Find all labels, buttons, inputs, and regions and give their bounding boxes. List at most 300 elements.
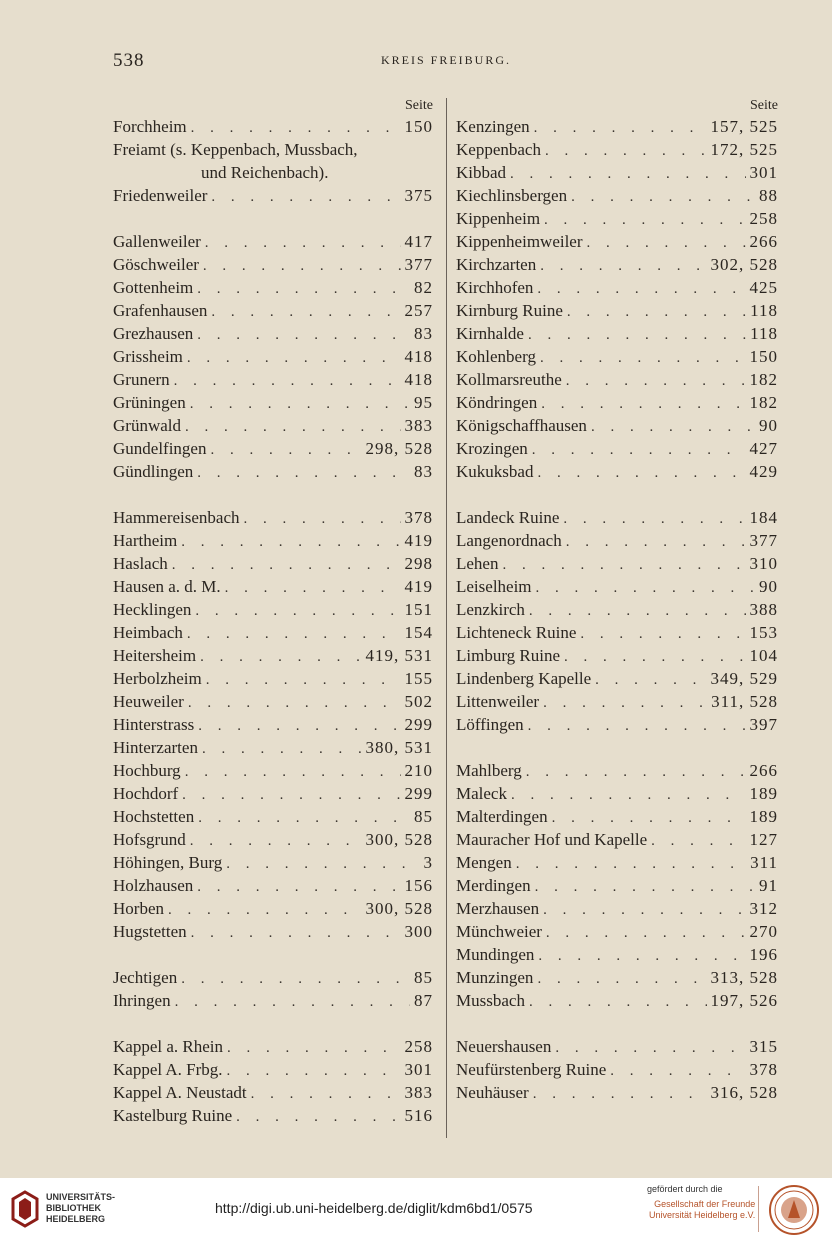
entry-name: Grafenhausen bbox=[113, 301, 208, 320]
dot-leader bbox=[532, 439, 746, 462]
index-entry bbox=[456, 851, 778, 874]
index-entry bbox=[456, 621, 778, 644]
entry-page: 302, 528 bbox=[710, 255, 778, 274]
entry-page: 182 bbox=[749, 370, 778, 389]
dot-leader bbox=[174, 370, 401, 393]
entry-page: 418 bbox=[404, 370, 433, 389]
dot-leader bbox=[545, 140, 707, 163]
entry-name: Neuhäuser bbox=[456, 1083, 529, 1102]
column-divider bbox=[446, 98, 447, 1138]
dot-leader bbox=[185, 761, 401, 784]
index-entry bbox=[113, 828, 433, 851]
entry-name: Kenzingen bbox=[456, 117, 530, 136]
index-entry bbox=[113, 598, 433, 621]
entry-page: 378 bbox=[749, 1060, 778, 1079]
entry-page: 118 bbox=[750, 301, 778, 320]
entry-page: 83 bbox=[414, 462, 433, 481]
dot-leader bbox=[511, 784, 746, 807]
dot-leader bbox=[541, 393, 745, 416]
index-entry bbox=[456, 1058, 778, 1081]
dot-leader bbox=[537, 968, 706, 991]
entry-page: 189 bbox=[749, 784, 778, 803]
dot-leader bbox=[226, 853, 419, 876]
dot-leader bbox=[529, 600, 746, 623]
entry-name: Kiechlinsbergen bbox=[456, 186, 568, 205]
entry-name: Königschaffhausen bbox=[456, 416, 587, 435]
dot-leader bbox=[206, 669, 401, 692]
entry-name: Malterdingen bbox=[456, 807, 548, 826]
entry-page: 301 bbox=[404, 1060, 433, 1079]
entry-name: Kibbad bbox=[456, 163, 507, 182]
dot-leader bbox=[172, 554, 401, 577]
dot-leader bbox=[538, 945, 745, 968]
index-entry bbox=[113, 851, 433, 874]
entry-name: Göschweiler bbox=[113, 255, 199, 274]
entry-name: Mahlberg bbox=[456, 761, 522, 780]
index-entry bbox=[113, 920, 433, 943]
entry-page: 419 bbox=[404, 531, 433, 550]
entry-name: Langenordnach bbox=[456, 531, 562, 550]
page-number: 538 bbox=[113, 50, 145, 71]
dot-leader bbox=[610, 1060, 745, 1083]
dot-leader bbox=[168, 899, 362, 922]
dot-leader bbox=[200, 646, 361, 669]
dot-leader bbox=[543, 899, 745, 922]
index-entry bbox=[456, 598, 778, 621]
entry-page: 85 bbox=[414, 968, 433, 987]
entry-name: Mengen bbox=[456, 853, 512, 872]
entry-name: Kippenheimweiler bbox=[456, 232, 583, 251]
index-entry bbox=[113, 805, 433, 828]
entry-page: 172, 525 bbox=[710, 140, 778, 159]
entry-name: Hochburg bbox=[113, 761, 181, 780]
entry-name: Kirnhalde bbox=[456, 324, 524, 343]
entry-name: Kappel a. Rhein bbox=[113, 1037, 223, 1056]
entry-page: 311 bbox=[750, 853, 778, 872]
index-entry bbox=[113, 391, 433, 414]
entry-name: Kukuksbad bbox=[456, 462, 534, 481]
dot-leader bbox=[528, 715, 746, 738]
entry-page: 196 bbox=[749, 945, 778, 964]
entry-name: Herbolzheim bbox=[113, 669, 202, 688]
left-entries bbox=[113, 115, 433, 1127]
index-entry bbox=[113, 414, 433, 437]
index-entry bbox=[456, 391, 778, 414]
index-entry bbox=[456, 713, 778, 736]
entry-name: Holzhausen bbox=[113, 876, 194, 895]
entry-page: 90 bbox=[759, 577, 778, 596]
index-entry bbox=[456, 299, 778, 322]
index-entry bbox=[113, 644, 433, 667]
dot-leader bbox=[195, 600, 400, 623]
entry-name: Lehen bbox=[456, 554, 499, 573]
group-spacer bbox=[456, 483, 778, 506]
dot-leader bbox=[544, 209, 745, 232]
dot-leader bbox=[540, 347, 746, 370]
entry-name: Kippenheim bbox=[456, 209, 541, 228]
index-entry bbox=[113, 253, 433, 276]
dot-leader bbox=[566, 531, 746, 554]
entry-page: 377 bbox=[749, 531, 778, 550]
index-entry bbox=[113, 322, 433, 345]
entry-page: 349, 529 bbox=[710, 669, 778, 688]
entry-page: 155 bbox=[404, 669, 433, 688]
entry-name: Limburg Ruine bbox=[456, 646, 561, 665]
group-spacer bbox=[113, 207, 433, 230]
index-entry bbox=[113, 575, 433, 598]
entry-name: Littenweiler bbox=[456, 692, 540, 711]
dot-leader bbox=[211, 186, 400, 209]
entry-name: Lindenberg Kapelle bbox=[456, 669, 592, 688]
entry-name: Gallenweiler bbox=[113, 232, 201, 251]
index-entry bbox=[113, 621, 433, 644]
index-entry bbox=[456, 759, 778, 782]
index-entry bbox=[456, 1035, 778, 1058]
entry-name: Freiamt (s. Keppenbach, Mussbach, bbox=[113, 140, 358, 159]
dot-leader bbox=[185, 416, 401, 439]
running-head: KREIS FREIBURG. bbox=[380, 53, 511, 67]
index-entry bbox=[456, 782, 778, 805]
index-entry bbox=[113, 874, 433, 897]
index-entry bbox=[456, 138, 778, 161]
entry-page: 90 bbox=[759, 416, 778, 435]
entry-name: Gottenheim bbox=[113, 278, 194, 297]
entry-page: 417 bbox=[404, 232, 433, 251]
entry-page: 375 bbox=[404, 186, 433, 205]
entry-page: 378 bbox=[404, 508, 433, 527]
index-entry bbox=[456, 805, 778, 828]
index-entry bbox=[456, 437, 778, 460]
index-entry bbox=[113, 529, 433, 552]
entry-page: 418 bbox=[404, 347, 433, 366]
entry-page: 83 bbox=[414, 324, 433, 343]
left-index-column bbox=[113, 97, 433, 1127]
index-entry bbox=[456, 506, 778, 529]
dot-leader bbox=[197, 462, 410, 485]
dot-leader bbox=[537, 462, 745, 485]
dot-leader bbox=[536, 577, 755, 600]
index-entry bbox=[456, 966, 778, 989]
entry-page: 182 bbox=[749, 393, 778, 412]
entry-name: Mundingen bbox=[456, 945, 535, 964]
dot-leader bbox=[529, 991, 707, 1014]
dot-leader bbox=[187, 623, 401, 646]
entry-page: 300 bbox=[404, 922, 433, 941]
dot-leader bbox=[197, 324, 410, 347]
entry-name: und Reichenbach). bbox=[201, 163, 329, 182]
entry-page: 150 bbox=[749, 347, 778, 366]
entry-name: Keppenbach bbox=[456, 140, 541, 159]
index-entry bbox=[456, 529, 778, 552]
index-entry bbox=[456, 414, 778, 437]
index-entry bbox=[456, 1081, 778, 1104]
dot-leader bbox=[516, 853, 746, 876]
entry-name: Grüningen bbox=[113, 393, 186, 412]
index-entry bbox=[113, 437, 433, 460]
entry-page: 388 bbox=[749, 600, 778, 619]
group-spacer bbox=[113, 483, 433, 506]
entry-name: Hartheim bbox=[113, 531, 178, 550]
index-entry bbox=[113, 138, 433, 161]
group-spacer bbox=[113, 943, 433, 966]
society-name: Gesellschaft der Freunde Universität Heidelberg e.V. bbox=[649, 1199, 756, 1220]
entry-name: Grissheim bbox=[113, 347, 183, 366]
index-entry bbox=[113, 299, 433, 322]
dot-leader bbox=[190, 830, 362, 853]
dot-leader bbox=[567, 301, 746, 324]
entry-page: 266 bbox=[749, 761, 778, 780]
entry-page: 377 bbox=[404, 255, 433, 274]
index-entry bbox=[113, 989, 433, 1012]
index-entry bbox=[456, 207, 778, 230]
entry-name: Heitersheim bbox=[113, 646, 197, 665]
entry-name: Kappel A. Frbg. bbox=[113, 1060, 223, 1079]
index-entry bbox=[113, 276, 433, 299]
index-entry bbox=[456, 690, 778, 713]
entry-name: Merzhausen bbox=[456, 899, 540, 918]
entry-page: 316, 528 bbox=[710, 1083, 778, 1102]
dot-leader bbox=[202, 738, 362, 761]
entry-page: 502 bbox=[404, 692, 433, 711]
dot-leader bbox=[552, 807, 746, 830]
entry-page: 516 bbox=[404, 1106, 433, 1125]
index-entry bbox=[113, 782, 433, 805]
entry-page: 312 bbox=[749, 899, 778, 918]
entry-name: Grezhausen bbox=[113, 324, 194, 343]
entry-page: 151 bbox=[404, 600, 433, 619]
dot-leader bbox=[510, 163, 745, 186]
entry-page: 210 bbox=[404, 761, 433, 780]
entry-name: Krozingen bbox=[456, 439, 528, 458]
index-entry bbox=[456, 345, 778, 368]
dot-leader bbox=[591, 416, 755, 439]
index-entry bbox=[113, 667, 433, 690]
dot-leader bbox=[571, 186, 755, 209]
entry-name: Heimbach bbox=[113, 623, 183, 642]
index-entry bbox=[113, 966, 433, 989]
entry-page: 429 bbox=[749, 462, 778, 481]
entry-page: 298 bbox=[404, 554, 433, 573]
entry-page: 299 bbox=[404, 784, 433, 803]
entry-name: Kirnburg Ruine bbox=[456, 301, 563, 320]
entry-page: 315 bbox=[749, 1037, 778, 1056]
right-entries bbox=[456, 115, 778, 1104]
dot-leader bbox=[203, 255, 401, 278]
entry-name: Neufürstenberg Ruine bbox=[456, 1060, 607, 1079]
entry-page: 311, 528 bbox=[711, 692, 778, 711]
digitization-footer bbox=[0, 1178, 832, 1240]
entry-page: 300, 528 bbox=[365, 830, 433, 849]
entry-name: Münchweier bbox=[456, 922, 542, 941]
entry-page: 88 bbox=[759, 186, 778, 205]
dot-leader bbox=[205, 232, 401, 255]
entry-name: Landeck Ruine bbox=[456, 508, 560, 527]
entry-page: 156 bbox=[404, 876, 433, 895]
index-entry bbox=[456, 943, 778, 966]
index-entry bbox=[113, 1035, 433, 1058]
entry-page: 87 bbox=[414, 991, 433, 1010]
dot-leader bbox=[227, 1037, 401, 1060]
index-entry bbox=[113, 1104, 433, 1127]
dot-leader bbox=[181, 968, 410, 991]
entry-name: Gündlingen bbox=[113, 462, 194, 481]
entry-page: 266 bbox=[749, 232, 778, 251]
entry-name: Neuershausen bbox=[456, 1037, 552, 1056]
index-entry bbox=[113, 552, 433, 575]
index-entry bbox=[113, 759, 433, 782]
entry-name: Mussbach bbox=[456, 991, 525, 1010]
entry-name: Merdingen bbox=[456, 876, 531, 895]
entry-name: Kappel A. Neustadt bbox=[113, 1083, 247, 1102]
entry-name: Hofsgrund bbox=[113, 830, 186, 849]
entry-page: 85 bbox=[414, 807, 433, 826]
dot-leader bbox=[187, 347, 401, 370]
entry-name: Kollmarsreuthe bbox=[456, 370, 562, 389]
index-entry bbox=[456, 184, 778, 207]
entry-name: Lichteneck Ruine bbox=[456, 623, 577, 642]
entry-page: 383 bbox=[404, 1083, 433, 1102]
entry-name: Hinterzarten bbox=[113, 738, 198, 757]
entry-name: Hausen a. d. M. bbox=[113, 577, 221, 596]
index-entry bbox=[456, 253, 778, 276]
index-entry bbox=[456, 322, 778, 345]
group-spacer bbox=[456, 736, 778, 759]
entry-name: Munzingen bbox=[456, 968, 534, 987]
entry-page: 380, 531 bbox=[365, 738, 433, 757]
dot-leader bbox=[225, 577, 401, 600]
library-logo-icon bbox=[10, 1190, 40, 1228]
dot-leader bbox=[211, 301, 400, 324]
dot-leader bbox=[526, 761, 746, 784]
entry-name: Grunern bbox=[113, 370, 170, 389]
dot-leader bbox=[181, 531, 400, 554]
index-entry bbox=[113, 460, 433, 483]
entry-page: 104 bbox=[749, 646, 778, 665]
index-entry bbox=[456, 575, 778, 598]
index-entry bbox=[113, 230, 433, 253]
dot-leader bbox=[502, 554, 745, 577]
entry-page: 197, 526 bbox=[710, 991, 778, 1010]
index-entry bbox=[456, 460, 778, 483]
entry-page: 258 bbox=[404, 1037, 433, 1056]
dot-leader bbox=[227, 1060, 401, 1083]
entry-page: 397 bbox=[749, 715, 778, 734]
index-entry bbox=[113, 1081, 433, 1104]
index-entry bbox=[456, 874, 778, 897]
entry-name: Hinterstrass bbox=[113, 715, 195, 734]
index-entry bbox=[456, 667, 778, 690]
index-entry bbox=[113, 1058, 433, 1081]
index-entry bbox=[113, 115, 433, 138]
index-entry bbox=[456, 989, 778, 1012]
dot-leader bbox=[197, 278, 410, 301]
entry-page: 427 bbox=[749, 439, 778, 458]
entry-name: Friedenweiler bbox=[113, 186, 208, 205]
entry-page: 154 bbox=[404, 623, 433, 642]
entry-name: Kohlenberg bbox=[456, 347, 536, 366]
index-entry bbox=[113, 713, 433, 736]
index-entry bbox=[456, 230, 778, 253]
group-spacer bbox=[456, 1012, 778, 1035]
entry-name: Haslach bbox=[113, 554, 168, 573]
funded-by-text: gefördert durch die bbox=[647, 1184, 723, 1194]
entry-page: 157, 525 bbox=[710, 117, 778, 136]
entry-name: Jechtigen bbox=[113, 968, 178, 987]
index-entry bbox=[456, 161, 778, 184]
dot-leader bbox=[182, 784, 400, 807]
dot-leader bbox=[563, 508, 745, 531]
dot-leader bbox=[191, 922, 401, 945]
entry-name: Hugstetten bbox=[113, 922, 187, 941]
entry-page: 257 bbox=[404, 301, 433, 320]
entry-name: Kastelburg Ruine bbox=[113, 1106, 233, 1125]
dot-leader bbox=[580, 623, 745, 646]
entry-name: Hecklingen bbox=[113, 600, 192, 619]
source-url-link[interactable]: http://digi.ub.uni-heidelberg.de/diglit/kdm6bd1/0575 bbox=[215, 1200, 533, 1216]
index-entry bbox=[113, 368, 433, 391]
dot-leader bbox=[190, 393, 410, 416]
entry-name: Gundelfingen bbox=[113, 439, 207, 458]
index-entry bbox=[456, 897, 778, 920]
entry-name: Höhingen, Burg bbox=[113, 853, 223, 872]
seite-label-left: Seite bbox=[405, 98, 433, 113]
entry-page: 300, 528 bbox=[365, 899, 433, 918]
entry-name: Hochdorf bbox=[113, 784, 179, 803]
dot-leader bbox=[528, 324, 746, 347]
dot-leader bbox=[555, 1037, 745, 1060]
entry-page: 419 bbox=[404, 577, 433, 596]
entry-name: Forchheim bbox=[113, 117, 187, 136]
entry-page: 425 bbox=[749, 278, 778, 297]
entry-page: 419, 531 bbox=[365, 646, 433, 665]
index-entry bbox=[456, 920, 778, 943]
index-entry bbox=[113, 736, 433, 759]
dot-leader bbox=[244, 508, 401, 531]
index-entry bbox=[113, 506, 433, 529]
dot-leader bbox=[546, 922, 746, 945]
dot-leader bbox=[188, 692, 401, 715]
dot-leader bbox=[534, 117, 707, 140]
entry-page: 301 bbox=[749, 163, 778, 182]
right-index-column bbox=[456, 97, 778, 1104]
dot-leader bbox=[198, 715, 400, 738]
entry-page: 184 bbox=[749, 508, 778, 527]
university-seal-icon bbox=[768, 1184, 820, 1236]
entry-page: 270 bbox=[749, 922, 778, 941]
dot-leader bbox=[251, 1083, 401, 1106]
entry-name: Ihringen bbox=[113, 991, 171, 1010]
seite-label-right: Seite bbox=[750, 98, 778, 113]
entry-page: 150 bbox=[404, 117, 433, 136]
entry-name: Hochstetten bbox=[113, 807, 195, 826]
entry-name: Leiselheim bbox=[456, 577, 532, 596]
entry-page: 189 bbox=[749, 807, 778, 826]
entry-name: Kirchzarten bbox=[456, 255, 537, 274]
entry-name: Kirchhofen bbox=[456, 278, 534, 297]
entry-name: Lenzkirch bbox=[456, 600, 525, 619]
entry-page: 258 bbox=[749, 209, 778, 228]
entry-name: Heuweiler bbox=[113, 692, 184, 711]
entry-page: 153 bbox=[749, 623, 778, 642]
dot-leader bbox=[191, 117, 401, 140]
index-entry bbox=[456, 828, 778, 851]
entry-page: 310 bbox=[749, 554, 778, 573]
entry-page: 299 bbox=[404, 715, 433, 734]
index-entry bbox=[113, 690, 433, 713]
group-spacer bbox=[113, 1012, 433, 1035]
dot-leader bbox=[595, 669, 706, 692]
entry-name: Grünwald bbox=[113, 416, 181, 435]
